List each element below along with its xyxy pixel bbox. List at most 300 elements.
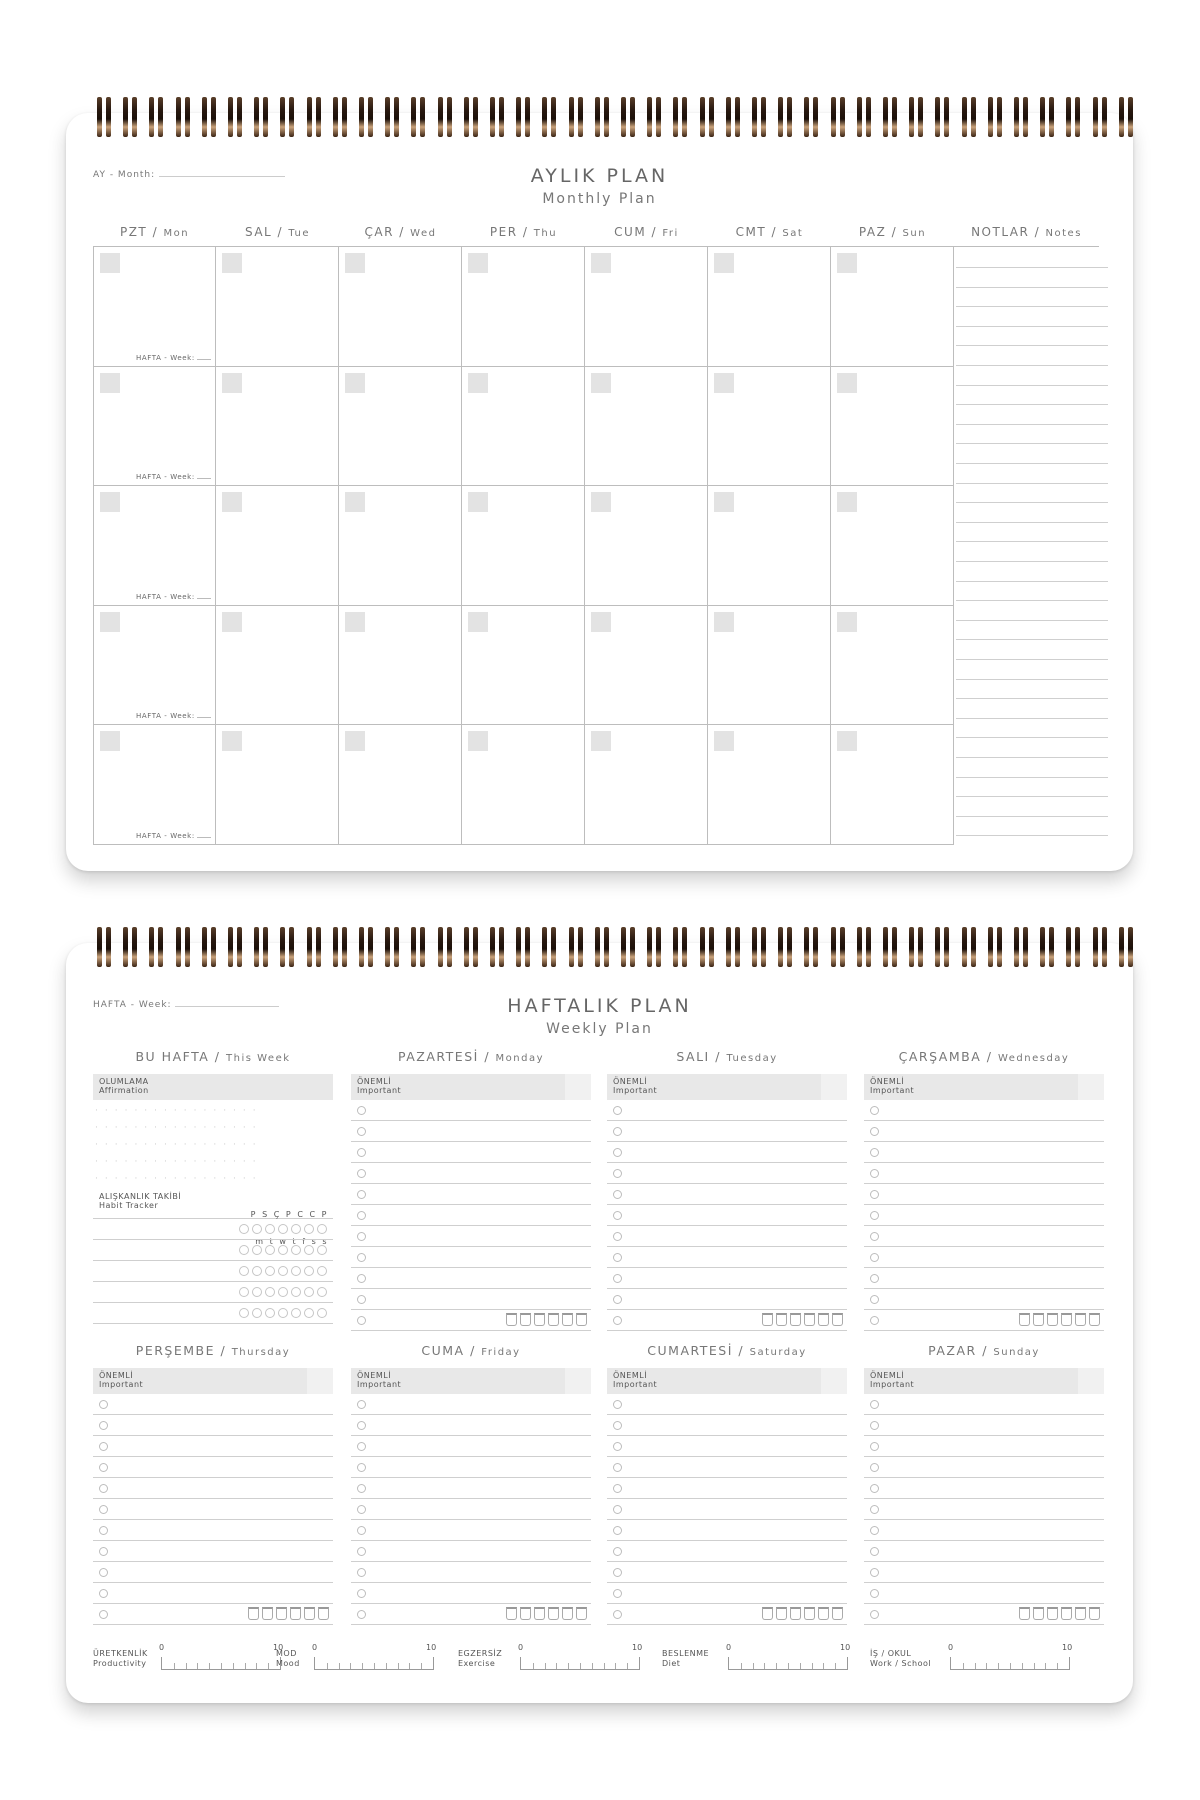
task-row[interactable] — [607, 1436, 847, 1457]
habit-checkbox[interactable] — [252, 1266, 262, 1276]
task-row[interactable] — [864, 1520, 1104, 1541]
date-box[interactable] — [591, 731, 611, 751]
task-row[interactable] — [93, 1394, 333, 1415]
habit-checkbox[interactable] — [265, 1266, 275, 1276]
water-cup-icon[interactable] — [562, 1313, 573, 1326]
task-row[interactable] — [607, 1100, 847, 1121]
rating-scale-mood[interactable] — [276, 1643, 476, 1673]
date-box[interactable] — [100, 731, 120, 751]
day-cell[interactable] — [462, 367, 585, 487]
day-cell[interactable] — [339, 606, 462, 726]
date-box[interactable] — [468, 612, 488, 632]
task-row[interactable] — [351, 1289, 591, 1310]
task-checkbox[interactable] — [613, 1148, 622, 1157]
water-cup-icon[interactable] — [520, 1313, 531, 1326]
task-row[interactable] — [607, 1310, 847, 1331]
day-cell[interactable] — [831, 606, 954, 726]
task-checkbox[interactable] — [870, 1190, 879, 1199]
day-cell[interactable] — [585, 606, 708, 726]
task-checkbox[interactable] — [870, 1589, 879, 1598]
task-row[interactable] — [607, 1583, 847, 1604]
task-checkbox[interactable] — [613, 1568, 622, 1577]
scale-ruler[interactable] — [950, 1657, 1070, 1670]
date-box[interactable] — [591, 253, 611, 273]
water-cup-icon[interactable] — [790, 1607, 801, 1620]
day-cell[interactable] — [585, 367, 708, 487]
water-cup-icon[interactable] — [1089, 1607, 1100, 1620]
task-checkbox[interactable] — [357, 1211, 366, 1220]
task-checkbox[interactable] — [99, 1421, 108, 1430]
habit-checkbox[interactable] — [239, 1224, 249, 1234]
task-checkbox[interactable] — [613, 1211, 622, 1220]
day-cell[interactable] — [216, 247, 339, 367]
day-cell[interactable] — [93, 725, 216, 845]
task-row[interactable] — [351, 1415, 591, 1436]
task-checkbox[interactable] — [613, 1610, 622, 1619]
date-box[interactable] — [468, 731, 488, 751]
task-checkbox[interactable] — [357, 1547, 366, 1556]
habit-checkbox[interactable] — [265, 1308, 275, 1318]
date-box[interactable] — [837, 492, 857, 512]
date-box[interactable] — [468, 492, 488, 512]
task-checkbox[interactable] — [613, 1274, 622, 1283]
task-row[interactable] — [351, 1268, 591, 1289]
habit-checkbox[interactable] — [278, 1245, 288, 1255]
habit-checkbox[interactable] — [278, 1224, 288, 1234]
task-row[interactable] — [864, 1289, 1104, 1310]
task-row[interactable] — [93, 1478, 333, 1499]
day-cell[interactable] — [339, 486, 462, 606]
task-row[interactable] — [351, 1562, 591, 1583]
water-cup-icon[interactable] — [262, 1607, 273, 1620]
task-checkbox[interactable] — [613, 1463, 622, 1472]
task-row[interactable] — [351, 1436, 591, 1457]
task-checkbox[interactable] — [870, 1274, 879, 1283]
water-cup-icon[interactable] — [576, 1313, 587, 1326]
task-checkbox[interactable] — [870, 1295, 879, 1304]
date-box[interactable] — [837, 612, 857, 632]
task-checkbox[interactable] — [870, 1463, 879, 1472]
task-row[interactable] — [351, 1583, 591, 1604]
task-row[interactable] — [93, 1499, 333, 1520]
habit-checkbox[interactable] — [291, 1245, 301, 1255]
habit-checkbox[interactable] — [239, 1308, 249, 1318]
date-box[interactable] — [345, 253, 365, 273]
task-checkbox[interactable] — [99, 1526, 108, 1535]
date-box[interactable] — [222, 731, 242, 751]
task-row[interactable] — [93, 1604, 333, 1625]
date-box[interactable] — [345, 373, 365, 393]
task-checkbox[interactable] — [870, 1127, 879, 1136]
water-cup-icon[interactable] — [576, 1607, 587, 1620]
day-cell[interactable] — [93, 247, 216, 367]
date-box[interactable] — [468, 253, 488, 273]
water-cup-icon[interactable] — [534, 1313, 545, 1326]
task-checkbox[interactable] — [357, 1484, 366, 1493]
task-row[interactable] — [864, 1436, 1104, 1457]
task-row[interactable] — [351, 1394, 591, 1415]
task-row[interactable] — [864, 1100, 1104, 1121]
task-row[interactable] — [93, 1541, 333, 1562]
task-row[interactable] — [607, 1289, 847, 1310]
task-checkbox[interactable] — [613, 1526, 622, 1535]
day-cell[interactable] — [93, 367, 216, 487]
day-cell[interactable] — [708, 725, 831, 845]
task-checkbox[interactable] — [99, 1463, 108, 1472]
task-checkbox[interactable] — [870, 1148, 879, 1157]
habit-checkbox[interactable] — [252, 1308, 262, 1318]
task-row[interactable] — [351, 1205, 591, 1226]
day-cell[interactable] — [93, 606, 216, 726]
day-cell[interactable] — [708, 486, 831, 606]
task-row[interactable] — [864, 1583, 1104, 1604]
task-row[interactable] — [351, 1478, 591, 1499]
task-row[interactable] — [864, 1478, 1104, 1499]
water-cup-icon[interactable] — [548, 1607, 559, 1620]
habit-row[interactable] — [93, 1282, 333, 1303]
date-box[interactable] — [468, 373, 488, 393]
habit-checkbox[interactable] — [278, 1308, 288, 1318]
habit-checkbox[interactable] — [317, 1224, 327, 1234]
date-box[interactable] — [222, 492, 242, 512]
task-checkbox[interactable] — [357, 1421, 366, 1430]
task-checkbox[interactable] — [99, 1547, 108, 1556]
day-cell[interactable] — [462, 725, 585, 845]
task-row[interactable] — [864, 1457, 1104, 1478]
task-checkbox[interactable] — [870, 1232, 879, 1241]
task-row[interactable] — [351, 1457, 591, 1478]
task-checkbox[interactable] — [870, 1526, 879, 1535]
water-cup-icon[interactable] — [1061, 1313, 1072, 1326]
task-row[interactable] — [93, 1457, 333, 1478]
task-row[interactable] — [864, 1394, 1104, 1415]
task-checkbox[interactable] — [357, 1190, 366, 1199]
day-cell[interactable] — [462, 486, 585, 606]
task-checkbox[interactable] — [357, 1169, 366, 1178]
habit-checkbox[interactable] — [304, 1245, 314, 1255]
habit-checkbox[interactable] — [239, 1266, 249, 1276]
task-row[interactable] — [607, 1394, 847, 1415]
water-cup-icon[interactable] — [762, 1313, 773, 1326]
task-row[interactable] — [607, 1541, 847, 1562]
water-cup-icon[interactable] — [506, 1313, 517, 1326]
water-cup-icon[interactable] — [318, 1607, 329, 1620]
task-checkbox[interactable] — [99, 1610, 108, 1619]
water-cup-icon[interactable] — [818, 1313, 829, 1326]
date-box[interactable] — [222, 612, 242, 632]
water-cup-icon[interactable] — [790, 1313, 801, 1326]
water-cup-icon[interactable] — [832, 1313, 843, 1326]
task-row[interactable] — [607, 1226, 847, 1247]
date-box[interactable] — [837, 373, 857, 393]
day-cell[interactable] — [585, 486, 708, 606]
task-checkbox[interactable] — [357, 1400, 366, 1409]
notes-lines[interactable] — [956, 247, 1108, 845]
task-row[interactable] — [607, 1205, 847, 1226]
water-cup-icon[interactable] — [832, 1607, 843, 1620]
water-cup-icon[interactable] — [818, 1607, 829, 1620]
task-row[interactable] — [607, 1268, 847, 1289]
date-box[interactable] — [591, 612, 611, 632]
date-box[interactable] — [100, 612, 120, 632]
task-checkbox[interactable] — [870, 1610, 879, 1619]
task-checkbox[interactable] — [613, 1484, 622, 1493]
task-row[interactable] — [607, 1457, 847, 1478]
water-cup-icon[interactable] — [1047, 1607, 1058, 1620]
task-row[interactable] — [607, 1247, 847, 1268]
water-cup-icon[interactable] — [548, 1313, 559, 1326]
task-row[interactable] — [607, 1121, 847, 1142]
day-cell[interactable] — [216, 725, 339, 845]
task-row[interactable] — [864, 1205, 1104, 1226]
task-row[interactable] — [93, 1520, 333, 1541]
task-row[interactable] — [864, 1562, 1104, 1583]
important-bar[interactable] — [351, 1074, 591, 1100]
task-checkbox[interactable] — [870, 1211, 879, 1220]
habit-checkbox[interactable] — [278, 1266, 288, 1276]
date-box[interactable] — [714, 492, 734, 512]
day-cell[interactable] — [462, 606, 585, 726]
habit-checkbox[interactable] — [278, 1287, 288, 1297]
task-row[interactable] — [351, 1226, 591, 1247]
task-checkbox[interactable] — [99, 1442, 108, 1451]
task-row[interactable] — [607, 1478, 847, 1499]
habit-checkbox[interactable] — [291, 1287, 301, 1297]
task-row[interactable] — [351, 1520, 591, 1541]
task-checkbox[interactable] — [870, 1547, 879, 1556]
habit-checkbox[interactable] — [239, 1245, 249, 1255]
habit-row[interactable] — [93, 1303, 333, 1324]
water-cup-icon[interactable] — [762, 1607, 773, 1620]
affirmation-dot-area[interactable] — [93, 1100, 333, 1192]
task-row[interactable] — [864, 1499, 1104, 1520]
task-checkbox[interactable] — [870, 1421, 879, 1430]
habit-checkbox[interactable] — [317, 1266, 327, 1276]
water-cup-icon[interactable] — [562, 1607, 573, 1620]
task-row[interactable] — [607, 1499, 847, 1520]
task-checkbox[interactable] — [357, 1106, 366, 1115]
task-checkbox[interactable] — [99, 1484, 108, 1493]
date-box[interactable] — [100, 253, 120, 273]
important-bar[interactable] — [93, 1368, 333, 1394]
water-cup-icon[interactable] — [534, 1607, 545, 1620]
task-row[interactable] — [607, 1184, 847, 1205]
task-checkbox[interactable] — [870, 1253, 879, 1262]
task-checkbox[interactable] — [870, 1484, 879, 1493]
habit-checkbox[interactable] — [304, 1224, 314, 1234]
task-checkbox[interactable] — [613, 1505, 622, 1514]
day-cell[interactable] — [708, 247, 831, 367]
task-row[interactable] — [864, 1604, 1104, 1625]
water-cup-icon[interactable] — [804, 1313, 815, 1326]
task-checkbox[interactable] — [357, 1295, 366, 1304]
habit-checkbox[interactable] — [239, 1287, 249, 1297]
task-row[interactable] — [607, 1562, 847, 1583]
important-bar[interactable] — [351, 1368, 591, 1394]
task-checkbox[interactable] — [357, 1589, 366, 1598]
task-row[interactable] — [351, 1499, 591, 1520]
task-row[interactable] — [351, 1184, 591, 1205]
rating-scale-work-school[interactable] — [870, 1643, 1073, 1673]
habit-checkbox[interactable] — [265, 1287, 275, 1297]
task-checkbox[interactable] — [357, 1316, 366, 1325]
day-cell[interactable] — [216, 486, 339, 606]
water-cup-icon[interactable] — [1061, 1607, 1072, 1620]
water-cup-icon[interactable] — [1075, 1607, 1086, 1620]
habit-checkbox[interactable] — [291, 1308, 301, 1318]
water-cup-icon[interactable] — [276, 1607, 287, 1620]
habit-checkbox[interactable] — [291, 1266, 301, 1276]
day-cell[interactable] — [339, 247, 462, 367]
water-cup-icon[interactable] — [506, 1607, 517, 1620]
day-cell[interactable] — [585, 725, 708, 845]
task-checkbox[interactable] — [357, 1442, 366, 1451]
habit-checkbox[interactable] — [304, 1287, 314, 1297]
habit-checkbox[interactable] — [252, 1245, 262, 1255]
day-cell[interactable] — [831, 725, 954, 845]
day-cell[interactable] — [708, 367, 831, 487]
affirmation-bar[interactable] — [93, 1074, 333, 1100]
task-checkbox[interactable] — [613, 1295, 622, 1304]
task-checkbox[interactable] — [613, 1547, 622, 1556]
task-row[interactable] — [864, 1268, 1104, 1289]
date-box[interactable] — [714, 253, 734, 273]
scale-ruler[interactable] — [161, 1657, 281, 1670]
task-row[interactable] — [93, 1436, 333, 1457]
task-checkbox[interactable] — [99, 1568, 108, 1577]
habit-checkbox[interactable] — [265, 1245, 275, 1255]
water-cup-icon[interactable] — [776, 1313, 787, 1326]
date-box[interactable] — [345, 731, 365, 751]
day-cell[interactable] — [339, 725, 462, 845]
rating-scale-exercise[interactable] — [458, 1643, 658, 1673]
date-box[interactable] — [714, 731, 734, 751]
date-box[interactable] — [714, 612, 734, 632]
date-box[interactable] — [837, 731, 857, 751]
task-checkbox[interactable] — [613, 1400, 622, 1409]
water-cup-icon[interactable] — [1075, 1313, 1086, 1326]
task-checkbox[interactable] — [357, 1526, 366, 1535]
task-checkbox[interactable] — [99, 1400, 108, 1409]
date-box[interactable] — [345, 492, 365, 512]
water-cup-icon[interactable] — [776, 1607, 787, 1620]
task-row[interactable] — [93, 1583, 333, 1604]
day-cell[interactable] — [708, 606, 831, 726]
task-checkbox[interactable] — [613, 1316, 622, 1325]
habit-checkbox[interactable] — [304, 1308, 314, 1318]
water-cup-icon[interactable] — [248, 1607, 259, 1620]
day-cell[interactable] — [831, 486, 954, 606]
task-checkbox[interactable] — [870, 1568, 879, 1577]
task-checkbox[interactable] — [870, 1169, 879, 1178]
task-checkbox[interactable] — [357, 1610, 366, 1619]
habit-row[interactable] — [93, 1219, 333, 1240]
habit-checkbox[interactable] — [317, 1308, 327, 1318]
task-checkbox[interactable] — [357, 1148, 366, 1157]
task-row[interactable] — [351, 1100, 591, 1121]
date-box[interactable] — [591, 492, 611, 512]
task-checkbox[interactable] — [613, 1190, 622, 1199]
task-row[interactable] — [93, 1415, 333, 1436]
date-box[interactable] — [222, 253, 242, 273]
task-checkbox[interactable] — [613, 1253, 622, 1262]
important-bar[interactable] — [607, 1074, 847, 1100]
task-row[interactable] — [93, 1562, 333, 1583]
day-cell[interactable] — [585, 247, 708, 367]
task-checkbox[interactable] — [613, 1169, 622, 1178]
habit-checkbox[interactable] — [317, 1245, 327, 1255]
water-cup-icon[interactable] — [290, 1607, 301, 1620]
water-cup-icon[interactable] — [1033, 1607, 1044, 1620]
task-checkbox[interactable] — [613, 1442, 622, 1451]
task-checkbox[interactable] — [613, 1421, 622, 1430]
rating-scale-productivity[interactable] — [93, 1643, 293, 1673]
task-checkbox[interactable] — [99, 1505, 108, 1514]
important-bar[interactable] — [864, 1074, 1104, 1100]
date-box[interactable] — [100, 373, 120, 393]
task-checkbox[interactable] — [870, 1400, 879, 1409]
water-cup-icon[interactable] — [1047, 1313, 1058, 1326]
task-row[interactable] — [864, 1415, 1104, 1436]
day-cell[interactable] — [462, 247, 585, 367]
water-cup-icon[interactable] — [304, 1607, 315, 1620]
habit-checkbox[interactable] — [304, 1266, 314, 1276]
task-checkbox[interactable] — [613, 1232, 622, 1241]
habit-checkbox[interactable] — [252, 1287, 262, 1297]
task-checkbox[interactable] — [99, 1589, 108, 1598]
day-cell[interactable] — [339, 367, 462, 487]
task-row[interactable] — [607, 1415, 847, 1436]
water-cup-icon[interactable] — [1019, 1607, 1030, 1620]
task-row[interactable] — [351, 1604, 591, 1625]
task-row[interactable] — [864, 1247, 1104, 1268]
scale-ruler[interactable] — [314, 1657, 434, 1670]
task-row[interactable] — [351, 1142, 591, 1163]
water-cup-icon[interactable] — [1019, 1313, 1030, 1326]
scale-ruler[interactable] — [728, 1657, 848, 1670]
task-checkbox[interactable] — [613, 1106, 622, 1115]
task-row[interactable] — [351, 1541, 591, 1562]
day-cell[interactable] — [831, 247, 954, 367]
task-checkbox[interactable] — [870, 1505, 879, 1514]
important-bar[interactable] — [864, 1368, 1104, 1394]
task-checkbox[interactable] — [613, 1589, 622, 1598]
task-checkbox[interactable] — [870, 1316, 879, 1325]
task-row[interactable] — [864, 1142, 1104, 1163]
scale-ruler[interactable] — [520, 1657, 640, 1670]
important-bar[interactable] — [607, 1368, 847, 1394]
day-cell[interactable] — [216, 606, 339, 726]
task-checkbox[interactable] — [357, 1127, 366, 1136]
task-row[interactable] — [864, 1121, 1104, 1142]
task-row[interactable] — [607, 1142, 847, 1163]
date-box[interactable] — [837, 253, 857, 273]
task-checkbox[interactable] — [357, 1274, 366, 1283]
water-cup-icon[interactable] — [1033, 1313, 1044, 1326]
task-checkbox[interactable] — [870, 1442, 879, 1451]
date-box[interactable] — [714, 373, 734, 393]
task-row[interactable] — [607, 1520, 847, 1541]
task-row[interactable] — [864, 1163, 1104, 1184]
task-row[interactable] — [351, 1310, 591, 1331]
date-box[interactable] — [591, 373, 611, 393]
task-checkbox[interactable] — [357, 1463, 366, 1472]
habit-row[interactable] — [93, 1240, 333, 1261]
water-cup-icon[interactable] — [804, 1607, 815, 1620]
day-cell[interactable] — [93, 486, 216, 606]
rating-scale-diet[interactable] — [662, 1643, 862, 1673]
habit-checkbox[interactable] — [291, 1224, 301, 1234]
